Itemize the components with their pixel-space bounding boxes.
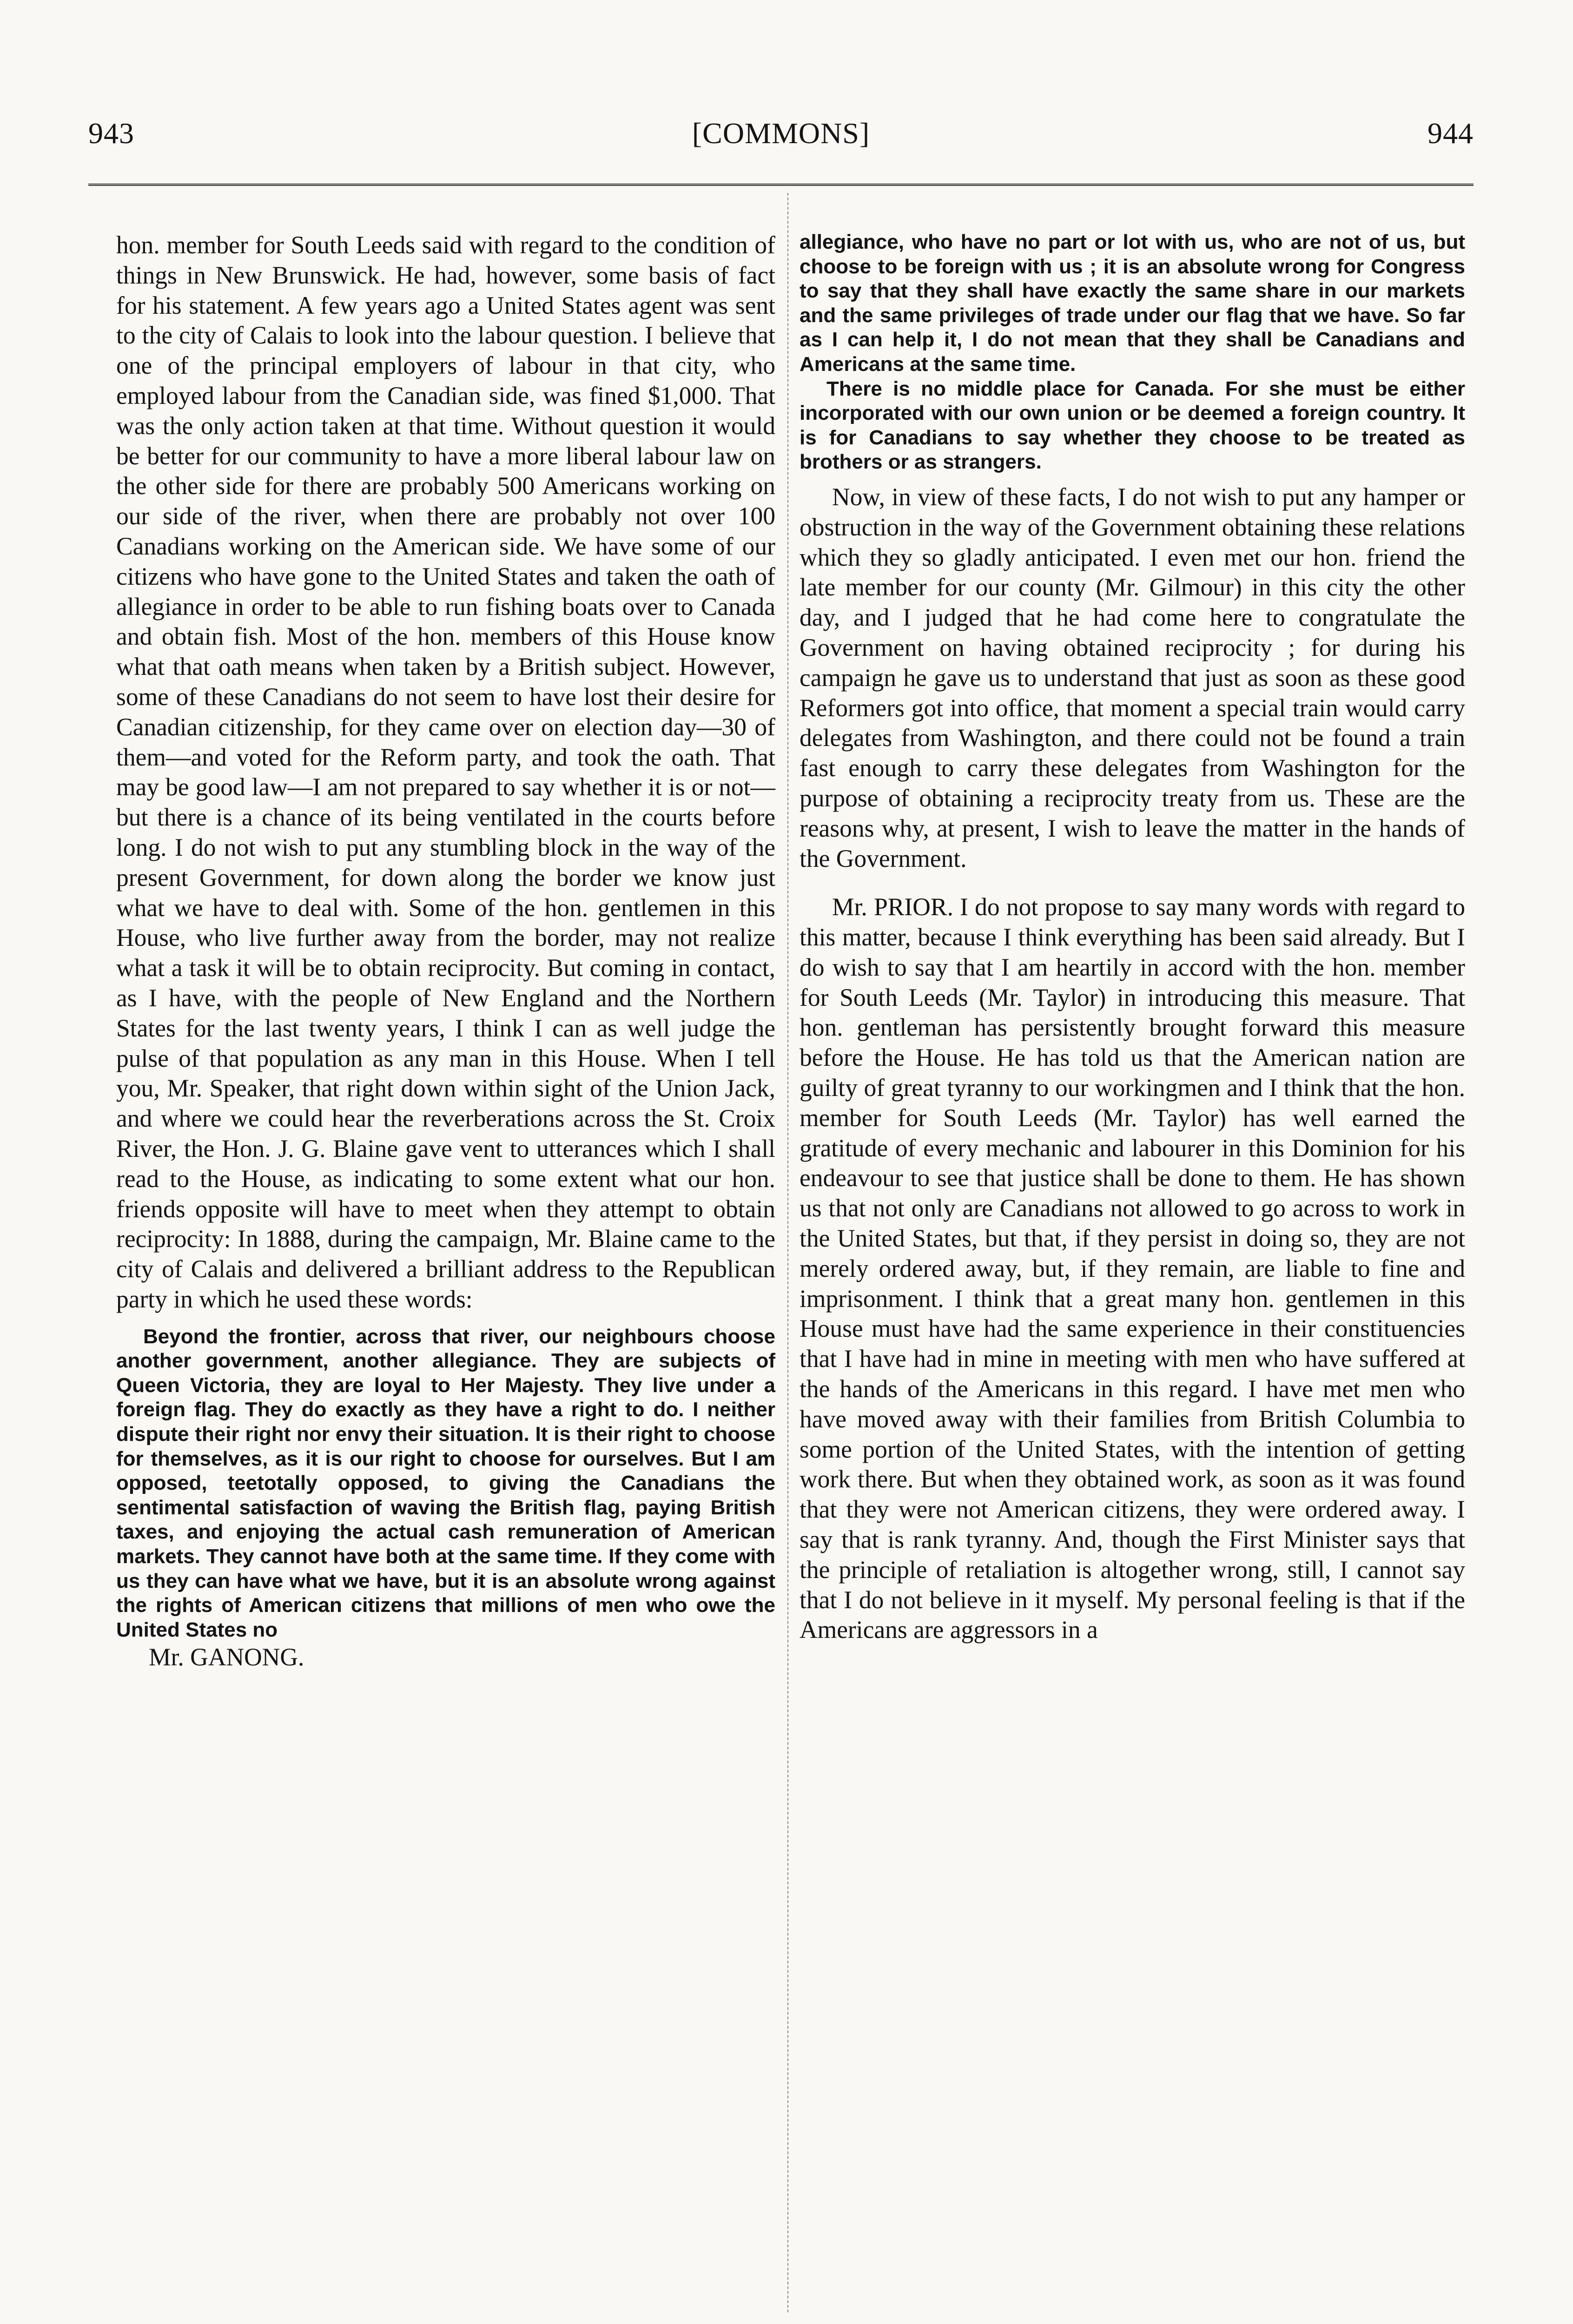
running-title: [COMMONS] bbox=[692, 117, 870, 150]
page-number-right: 944 bbox=[1428, 117, 1474, 150]
left-body-text: hon. member for South Leeds said with regard to the condition of things in New Brunswick. He had, however, some basis of fact for his statement. A few years ago a United States agent was sent to the city of Calais to look into the labour question. I believe that one of the principal employers of labour in that city, who employed labour from the Canadian side, was fined $1,000. That was the only action taken at that time. Without question it would be better for our community to have a more liberal labour law on the other side for there are probably 500 Americans working on our side of the river, when there are probably not over 100 Canadians working on the American side. We have some of our citizens who have gone to the United States and taken the oath of allegiance in order to be able to run fishing boats over to Canada and obtain fish. Most of the hon. members of this House know what that oath means when taken by a British subject. However, some of these Canadians do not seem to have lost their desire for Canadian citizenship, for they came over on election day—30 of them—and voted for the Reform party, and took the oath. That may be good law—I am not prepared to say whether it is or not—but there is a chance of its being ventilated in the courts before long. I do not wish to put any stumbling block in the way of the present Government, for down along the border we know just what we have to deal with. Some of the hon. gentlemen in this House, who live further away from the border, may not realize what a task it will be to obtain reciprocity. But coming in contact, as I have, with the people of New England and the Northern States for the last twenty years, I think I can as well judge the pulse of that population as any man in this House. When I tell you, Mr. Speaker, that right down within sight of the Union Jack, and where we could hear the reverberations across the St. Croix River, the Hon. J. G. Blaine gave vent to utterances which I shall read to the House, as indicating to some extent what our hon. friends opposite will have to meet when they attempt to obtain reciprocity: In 1888, during the campaign, Mr. Blaine came to the city of Calais and delivered a brilliant address to the Republican party in which he used these words: bbox=[116, 231, 775, 1313]
right-body-paragraph: Now, in view of these facts, I do not wish to put any hamper or obstruction in the way of the Government obtaining these relations which they so gladly anticipated. I even met our hon. friend the late member for our county (Mr. Gilmour) in this city the other day, and I judged that he had come here to congratulate the Government on having obtained reciprocity ; for during his campaign he gave us to understand that just as soon as these good Reformers got into office, that moment a special train would carry delegates from Washington, and there could not be found a train fast enough to carry these delegates from Washington for the purpose of obtaining a reciprocity treaty from us. These are the reasons why, at present, I wish to leave the matter in the hands of the Government. bbox=[800, 482, 1465, 872]
prior-speech-paragraph: Mr. PRIOR. I do not propose to say many words with regard to this matter, because I think everything has been said already. But I do wish to say that I am heartily in accord with the hon. member for South Leeds (Mr. Taylor) in introducing this measure. That hon. gentleman has persistently brought forward this measure before the House. He has told us that the American nation are guilty of great tyranny to our workingmen and I think that the hon. member for South Leeds (Mr. Taylor) has well earned the gratitude of every mechanic and labourer in this Dominion for his endeavour to see that justice shall be done to them. He has shown us that not only are Canadians not allowed to go across to work in the United States, but that, if they persist in doing so, they are not merely ordered away, but, if they remain, are liable to fine and imprisonment. I think that a great many hon. gentlemen in this House must have had the same experience in their constituencies that I have had in mine in meeting with men who have suffered at the hands of the Americans in this regard. I have met men who have moved away with their families from British Columbia to some portion of the United States, with the intention of getting work there. But when they obtained work, as soon as it was found that they were not American citizens, they were ordered away. I say that is rank tyranny. And, though the First Minister says that the principle of retaliation is altogether wrong, still, I cannot say that I do not believe in it myself. My personal feeling is that if the Americans are aggressors in a bbox=[800, 893, 1465, 1644]
right-column bbox=[800, 230, 1465, 1645]
quote-paragraph: There is no middle place for Canada. For she must be either incorporated with our own union or be deemed a foreign country. It is for Canadians to say whether they choose to be treated as brothers or as strangers. bbox=[800, 377, 1465, 474]
blaine-quote-part-2 bbox=[800, 230, 1465, 475]
page-number-left: 943 bbox=[88, 117, 134, 150]
page-header bbox=[88, 108, 1474, 159]
quote-paragraph: Beyond the frontier, across that river, our neighbours choose another government, another allegiance. They are subjects of Queen Victoria, they are loyal to Her Majesty. They live under a foreign flag. They do exactly as they have a right to do. I neither dispute their right nor envy their situation. It is their right to choose for themselves, as it is our right to choose for ourselves. But I am opposed, teetotally opposed, to giving the Canadians the sentimental satisfaction of waving the British flag, paying British taxes, and enjoying the actual cash remuneration of American markets. They cannot have both at the same time. If they come with us they can have what we have, but it is an absolute wrong against the rights of American citizens that millions of men who owe the United States no bbox=[116, 1325, 775, 1641]
blaine-quote-part-1 bbox=[116, 1325, 775, 1643]
column-divider bbox=[787, 193, 788, 2312]
left-column bbox=[116, 230, 775, 1672]
quote-paragraph: allegiance, who have no part or lot with us, who are not of us, but choose to be foreign with us ; it is an absolute wrong for Congress to say that they shall have exactly the same share in our markets and the same privileges of trade under our flag that we have. So far as I can help it, I do not mean that they shall be Canadians and Americans at the same time. bbox=[800, 231, 1465, 376]
speaker-label: Mr. GANONG. bbox=[149, 1643, 304, 1671]
header-rule bbox=[88, 184, 1474, 186]
